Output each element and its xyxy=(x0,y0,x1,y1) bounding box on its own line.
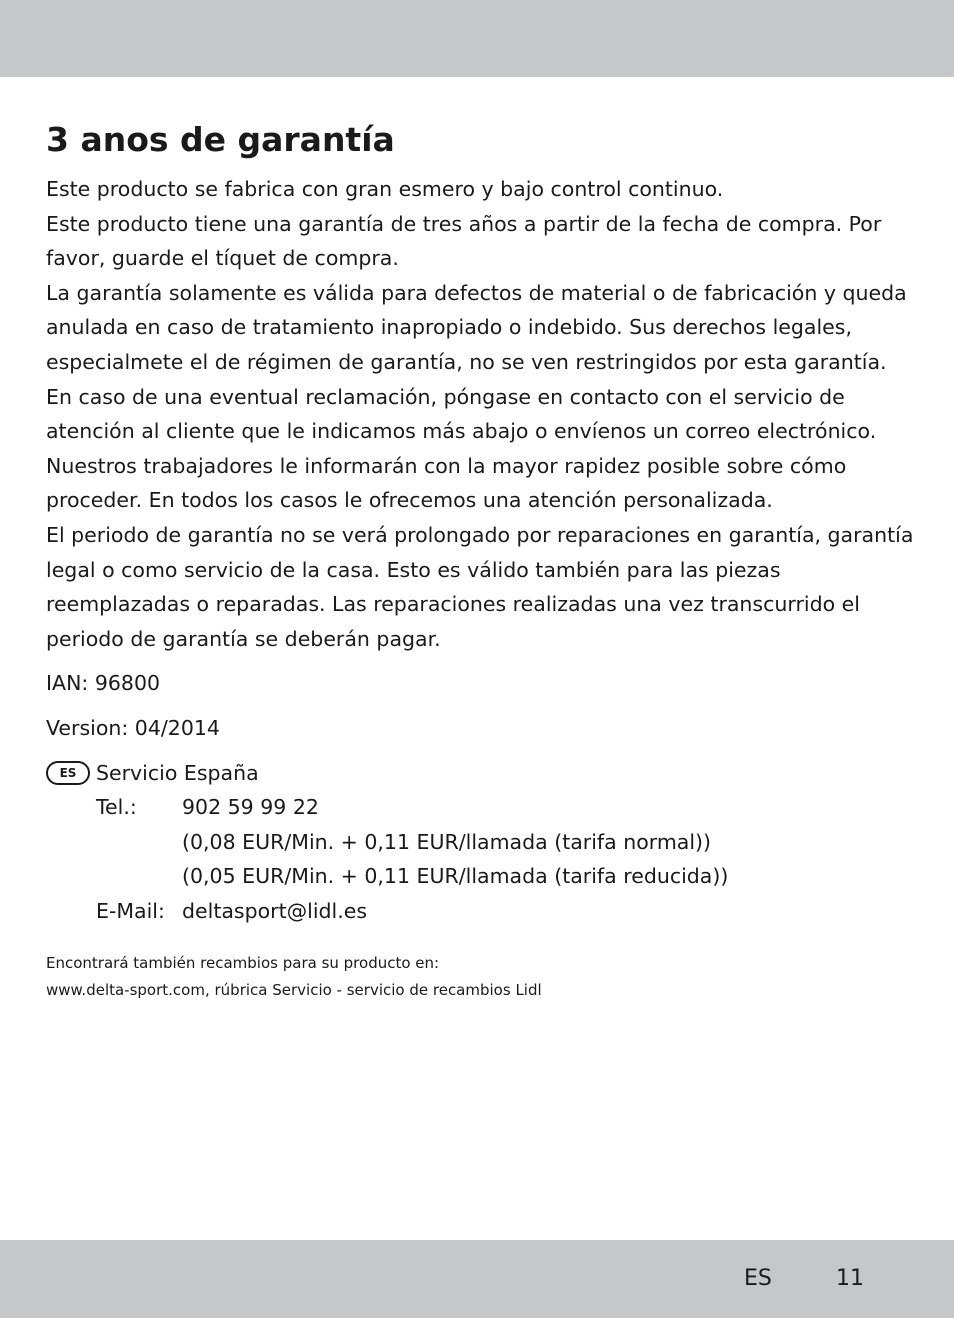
service-heading xyxy=(46,756,926,791)
paragraph: Este producto se fabrica con gran esmero y bajo control continuo. xyxy=(46,177,724,201)
tel-label: Tel.: xyxy=(96,795,137,820)
paragraph: El periodo de garantía no se verá prolongado por reparaciones en garantía, garantía legal o como servicio de la casa. Esto es válido también para las piezas reemplazadas o reparadas. Las reparaciones realizadas una vez transcurrido el periodo de garantía se deberán pagar. xyxy=(46,522,914,651)
note-line: Encontrará también recambios para su producto en: xyxy=(46,954,440,973)
email-row xyxy=(46,894,926,929)
email-value: deltasport@lidl.es xyxy=(182,898,368,923)
paragraph: Este producto tiene una garantía de tres años a partir de la fecha de compra. Por favor, guarde el tíquet de compra. xyxy=(46,211,882,271)
tel-row xyxy=(46,790,926,825)
spare-parts-note xyxy=(46,950,926,1004)
rate-normal: (0,08 EUR/Min. + 0,11 EUR/llamada (tarifa normal)) xyxy=(182,829,712,854)
paragraph: La garantía solamente es válida para defectos de material o de fabricación y queda anulada en caso de tratamiento inapropiado o indebido. Sus derechos legales, especialmete el de régimen de garantía, no se ven restringidos por esta garantía. xyxy=(46,280,907,374)
ian-number: IAN: 96800 xyxy=(46,671,161,696)
service-name: Servicio España xyxy=(96,760,259,785)
tel-value: 902 59 99 22 xyxy=(182,795,319,820)
version-text: Version: 04/2014 xyxy=(46,715,220,740)
page-content xyxy=(46,118,926,1004)
bottom-band xyxy=(0,1240,954,1318)
note-url-line: www.delta-sport.com, rúbrica Servicio - servicio de recambios Lidl xyxy=(46,981,542,1000)
email-label: E-Mail: xyxy=(96,898,165,923)
footer-language: ES xyxy=(744,1266,772,1291)
rate-reduced-row xyxy=(46,859,926,894)
rate-normal-row xyxy=(46,825,926,860)
page-title: 3 anos de garantía xyxy=(46,120,395,159)
page-number: 11 xyxy=(836,1266,864,1291)
rate-reduced: (0,05 EUR/Min. + 0,11 EUR/llamada (tarifa reducida)) xyxy=(182,864,729,889)
top-band xyxy=(0,0,954,77)
country-badge-icon: ES xyxy=(46,761,90,785)
paragraph: En caso de una eventual reclamación, póngase en contacto con el servicio de atención al cliente que le indicamos más abajo o envíenos un correo electrónico. Nuestros trabajadores le informarán con la mayor rapidez posible sobre cómo proceder. En todos los casos le ofrecemos una atención personalizada. xyxy=(46,384,877,513)
